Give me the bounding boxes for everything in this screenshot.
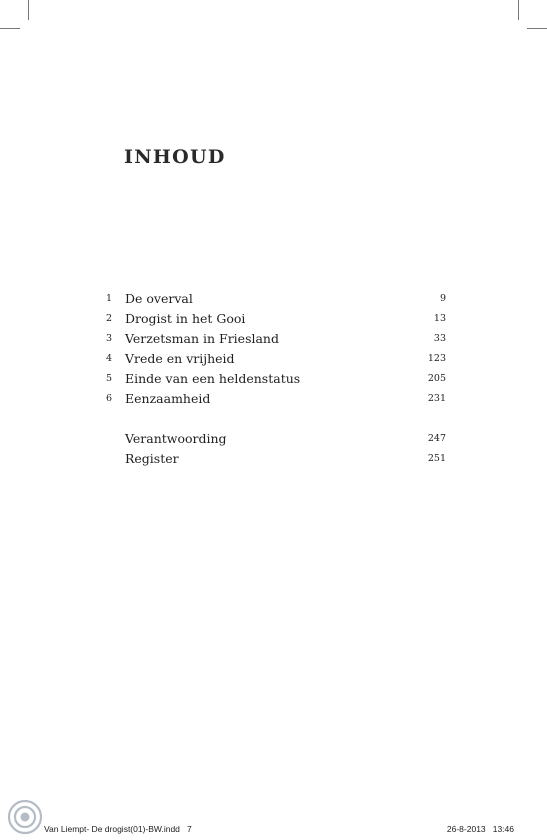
toc-entry <box>100 429 446 449</box>
chapter-title: Eenzaamheid <box>125 391 211 406</box>
chapter-title: De overval <box>125 291 193 306</box>
toc-entry <box>100 449 446 469</box>
toc-entry <box>100 369 446 389</box>
page-number: 33 <box>433 333 446 344</box>
chapter-number: 2 <box>105 313 112 324</box>
chapter-number: 5 <box>105 373 112 384</box>
section-title: Verantwoording <box>125 431 227 446</box>
toc-entry <box>100 309 446 329</box>
page-number: 9 <box>439 293 446 304</box>
toc-entry <box>100 349 446 369</box>
crop-mark-top-left-vertical <box>28 0 29 20</box>
page-number: 13 <box>433 313 446 324</box>
section-title: Register <box>125 451 179 466</box>
chapter-number: 3 <box>105 333 112 344</box>
page-number: 205 <box>427 373 446 384</box>
page-number: 123 <box>427 353 446 364</box>
crop-mark-top-right-horizontal <box>527 28 547 29</box>
chapter-number: 6 <box>105 393 112 404</box>
crop-mark-top-right-vertical <box>518 0 519 20</box>
page-number: 231 <box>427 393 446 404</box>
chapter-number: 4 <box>105 353 112 364</box>
crop-mark-top-left-horizontal <box>0 28 20 29</box>
table-of-contents <box>100 289 446 469</box>
chapter-title: Verzetsman in Friesland <box>125 331 279 346</box>
page-number: 247 <box>427 433 446 444</box>
chapter-title: Drogist in het Gooi <box>125 311 246 326</box>
chapter-number: 1 <box>105 293 112 304</box>
file-info: Van Liempt- De drogist(01)-BW.indd 7 <box>44 824 192 834</box>
print-timestamp: 26-8-2013 13:46 <box>446 824 514 834</box>
page-number: 251 <box>427 453 446 464</box>
toc-entry <box>100 389 446 409</box>
chapter-title: Einde van een heldenstatus <box>125 371 301 386</box>
page-title: INHOUD <box>124 146 226 168</box>
toc-entry <box>100 289 446 309</box>
toc-spacer <box>100 409 446 429</box>
print-slug <box>0 820 547 840</box>
chapter-title: Vrede en vrijheid <box>125 351 235 366</box>
toc-entry <box>100 329 446 349</box>
